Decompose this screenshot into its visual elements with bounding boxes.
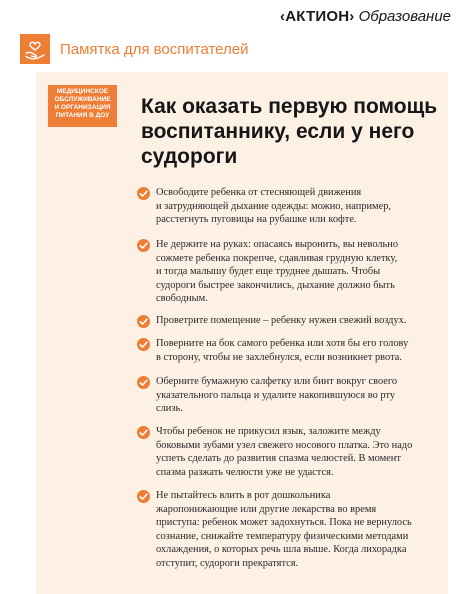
item-line: Оберните бумажную салфетку или бинт вокруг своего — [156, 376, 398, 387]
tag-line: МЕДИЦИНСКОЕ — [56, 88, 109, 95]
item-text — [156, 337, 408, 364]
item-line: Не пытайтесь влить в рот дошкольника — [156, 490, 331, 501]
item-text — [156, 425, 412, 479]
item-line: Не держите на руках: опасаясь выронить, вы невольно — [156, 239, 399, 250]
item-line: расстегнуть пуговицы на рубашке или кофте. — [156, 214, 357, 225]
check-circle-icon — [137, 490, 150, 503]
check-circle-icon — [137, 187, 150, 200]
item-line: Освободите ребенка от стесняющей движения — [156, 187, 362, 198]
item-line: отступит, судороги прекратятся. — [156, 557, 299, 569]
header-label: Памятка для воспитателей — [60, 40, 249, 58]
check-circle-icon — [137, 376, 150, 389]
item-text — [156, 314, 406, 328]
tag-line: И ОРГАНИЗАЦИЯ — [54, 104, 111, 111]
item-line: приступа: ребенок может задохнуться. Пока не вернулось — [156, 517, 412, 528]
brand-name: Образование — [358, 8, 451, 25]
item-line: сознание, снижайте температуру физическими методами — [156, 530, 409, 542]
item-line: Проветрите помещение – ребенку нужен свежий воздух. — [156, 315, 407, 326]
brand-logo — [280, 8, 451, 25]
item-line: спазма разжать челюсти уже не удастся. — [156, 466, 334, 478]
title-line: Как оказать первую помощь — [141, 95, 438, 118]
tag-line: ПИТАНИЯ В ДОУ — [55, 112, 110, 119]
item-line: свободным. — [156, 293, 208, 304]
item-line: слизь. — [156, 403, 183, 414]
item-line: охлаждения, о которых речь шла выше. Когда лихорадка — [156, 544, 407, 555]
check-circle-icon — [137, 338, 150, 351]
item-line: Поверните на бок самого ребенка или хотя бы его голову — [156, 338, 409, 349]
title-line: судороги — [141, 145, 238, 168]
category-tag — [48, 85, 117, 127]
tag-line: ОБСЛУЖИВАНИЕ — [54, 96, 111, 103]
item-text — [156, 238, 398, 306]
brand-logo-mark: ‹АКТИОН› — [280, 8, 355, 25]
check-circle-icon — [137, 315, 150, 328]
item-text — [156, 375, 397, 416]
item-line: Чтобы ребенок не прикусил язык, заложите между — [156, 426, 381, 437]
item-line: и затрудняющей дыхание одежды: можно, например, — [156, 200, 392, 212]
item-line: сожмете ребенка покрепче, сдавливая грудную клетку, — [156, 252, 398, 264]
check-circle-icon — [137, 239, 150, 252]
item-line: и тогда малышу будет еще труднее дышать. Чтобы — [156, 266, 381, 277]
check-circle-icon — [137, 426, 150, 439]
hands-heart-icon — [20, 34, 50, 64]
item-line: в сторону, чтобы не захлебнулся, если возникнет рвота. — [156, 351, 402, 363]
item-line: жаропонижающие или другие лекарства во время — [156, 503, 377, 515]
item-line: успеть сделать до развития спазма челюстей. В момент — [156, 453, 401, 464]
page-title — [141, 94, 441, 169]
item-line: указательного пальца и удалите накопившуюся во рту — [156, 389, 396, 401]
header — [20, 34, 249, 64]
item-line: боковыми зубами узел свежего носового платка. Это надо — [156, 439, 413, 451]
item-text — [156, 489, 412, 570]
item-text — [156, 186, 391, 227]
title-line: воспитаннику, если у него — [141, 120, 415, 143]
item-line: судороги быстрее закончились, дыхание должно быть — [156, 279, 395, 291]
